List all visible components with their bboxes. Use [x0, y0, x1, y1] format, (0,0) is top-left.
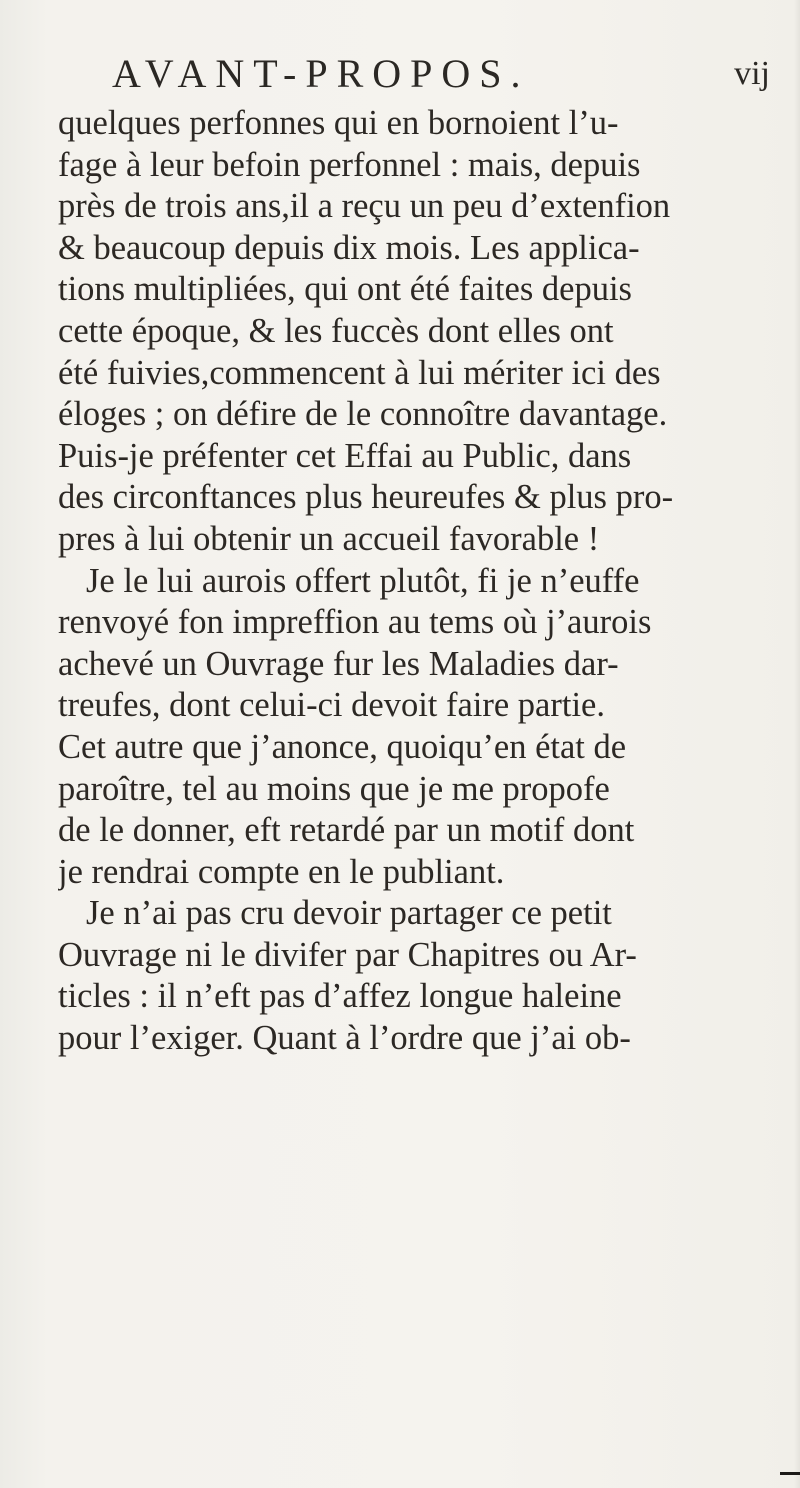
running-head: AVANT-PROPOS.: [112, 51, 530, 96]
text-line: treufes, dont celui-ci devoit faire partie.: [58, 686, 605, 725]
text-line: fage à leur befoin perfonnel : mais, depuis: [58, 145, 641, 184]
text-line: ticles : il n’eft pas d’affez longue haleine: [58, 977, 622, 1016]
bottom-edge-mark: [780, 1472, 800, 1475]
text-line: & beaucoup depuis dix mois. Les applica-: [58, 228, 640, 267]
page-number: vij: [734, 55, 770, 92]
text-line: de le donner, eft retardé par un motif dont: [58, 811, 635, 850]
text-line: Cet autre que j’anonce, quoiqu’en état de: [58, 727, 627, 766]
text-line: pour l’exiger. Quant à l’ordre que j’ai ob-: [58, 1019, 631, 1058]
paragraph-first-line: Je le lui aurois offert plutôt, fi je n’euffe: [86, 561, 640, 600]
text-line: quelques perfonnes qui en bornoient l’u-: [58, 104, 619, 142]
text-line: près de trois ans,il a reçu un peu d’extenfion: [58, 187, 671, 226]
text-line: cette époque, & les fuccès dont elles ont: [58, 311, 614, 350]
text-line: paroître, tel au moins que je me propofe: [58, 769, 610, 808]
text-line: été fuivies,commencent à lui mériter ici des: [58, 353, 661, 392]
text-line: pres à lui obtenir un accueil favorable !: [58, 519, 600, 558]
page-header: [112, 44, 772, 104]
text-line: Puis-je préfenter cet Effai au Public, dans: [58, 436, 632, 475]
text-line: renvoyé fon impreffion au tems où j’aurois: [58, 603, 652, 642]
paragraph-first-line: Je n’ai pas cru devoir partager ce petit: [86, 894, 612, 933]
text-line: je rendrai compte en le publiant.: [58, 852, 505, 891]
text-line: Ouvrage ni le divifer par Chapitres ou Ar-: [58, 935, 637, 974]
text-line: des circonftances plus heureufes & plus pro-: [58, 478, 674, 517]
text-line: achevé un Ouvrage fur les Maladies dar-: [58, 644, 619, 683]
page-edge-shadow: [794, 0, 800, 1488]
body-text: [58, 103, 782, 1060]
text-line: éloges ; on défire de le connoître davantage.: [58, 395, 668, 434]
text-line: tions multipliées, qui ont été faites depuis: [58, 270, 632, 309]
